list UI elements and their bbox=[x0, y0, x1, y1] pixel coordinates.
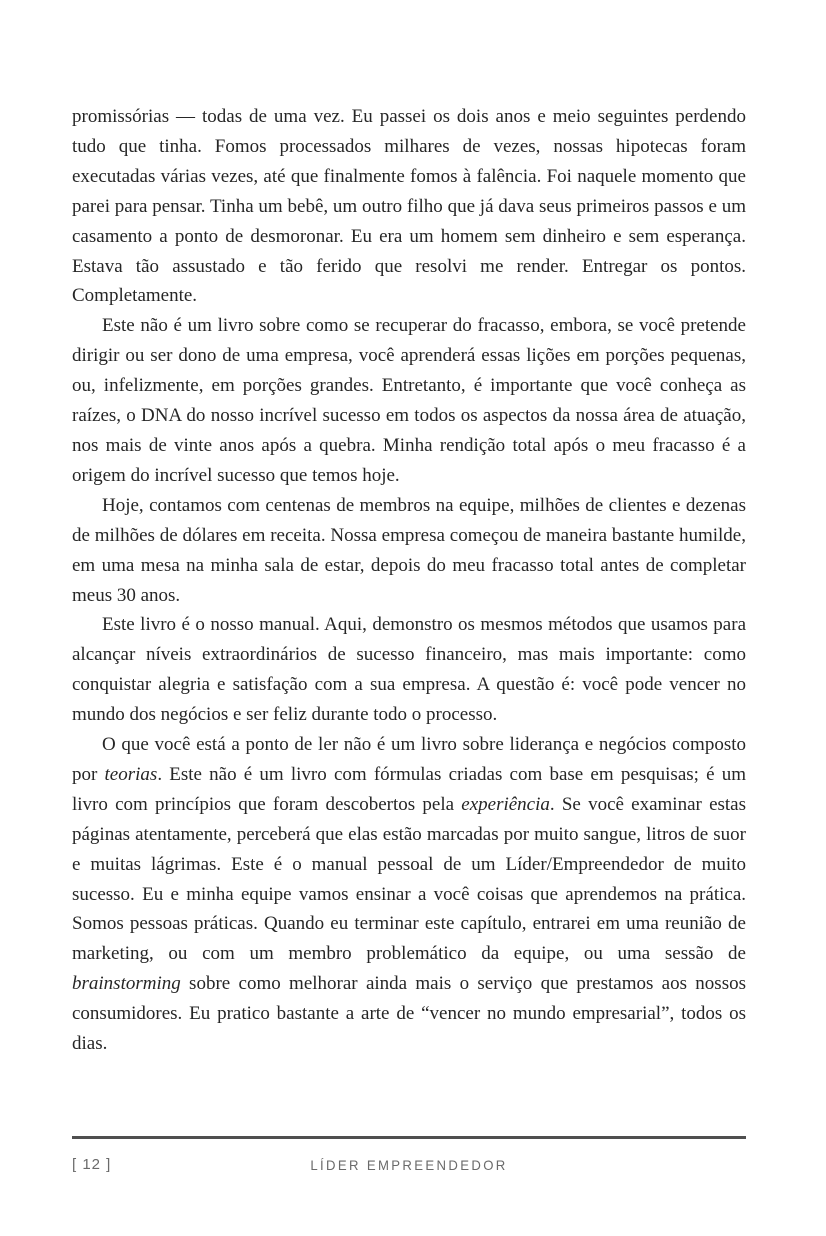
text-run: . Se você examinar estas páginas atentamente, perceberá que elas estão marcadas por muito sangue, litros de suor e muitas lágrimas. Este é o manual pessoal de um Líder/Empreendedor de muito sucesso. Eu e minha equipe vamos ensinar a você coisas que aprendemos na prática. Somos pessoas práticas. Quando eu terminar este capítulo, entrarei em uma reunião de marketing, ou com um membro problemático da equipe, ou uma sessão de bbox=[72, 793, 746, 965]
text-run: Este não é um livro sobre como se recuperar do fracasso, embora, se você pretende dirigir ou ser dono de uma empresa, você aprenderá essas lições em porções pequenas, ou, infelizmente, em porções grandes. Entretanto, é importante que você conheça as raízes, o DNA do nosso incrível sucesso em todos os aspectos da nossa área de atuação, nos mais de vinte anos após a quebra. Minha rendição total após o meu fracasso é a origem do incrível sucesso que temos hoje. bbox=[72, 315, 746, 486]
paragraph bbox=[72, 730, 746, 1059]
paragraph bbox=[72, 311, 746, 490]
text-run: promissórias — todas de uma vez. Eu passei os dois anos e meio seguintes perdendo tudo que tinha. Fomos processados milhares de vezes, nossas hipotecas foram executadas várias vezes, até que finalmente fomos à falência. Foi naquele momento que parei para pensar. Tinha um bebê, um outro filho que já dava seus primeiros passos e um casamento a ponto de desmoronar. Eu era um homem sem dinheiro e sem esperança. Estava tão assustado e tão ferido que resolvi me render. Entregar os pontos. Completamente. bbox=[72, 106, 746, 307]
italic-text-run: experiência bbox=[461, 793, 550, 815]
body-text bbox=[72, 102, 746, 1059]
italic-text-run: brainstorming bbox=[72, 973, 181, 995]
paragraph bbox=[72, 102, 746, 311]
paragraph bbox=[72, 610, 746, 730]
running-title: LÍDER EMPREENDEDOR bbox=[310, 1157, 508, 1173]
text-run: sobre como melhorar ainda mais o serviço que prestamos aos nossos consumidores. Eu pratico bastante a arte de “vencer no mundo empresarial”, todos os dias. bbox=[72, 973, 746, 1055]
text-run: . Este não é um livro com fórmulas criadas com base em pesquisas; é um livro com princípios que foram descobertos pela bbox=[72, 763, 747, 815]
page-number: [ 12 ] bbox=[72, 1156, 112, 1173]
italic-text-run: teorias bbox=[104, 763, 158, 785]
footer bbox=[72, 1156, 746, 1178]
text-run: Hoje, contamos com centenas de membros na equipe, milhões de clientes e dezenas de milhões de dólares em receita. Nossa empresa começou de maneira bastante humilde, em uma mesa na minha sala de estar, depois do meu fracasso total antes de completar meus 30 anos. bbox=[72, 494, 746, 606]
footer-rule bbox=[72, 1136, 746, 1139]
text-run: O que você está a ponto de ler não é um livro sobre liderança e negócios composto por bbox=[72, 734, 746, 785]
paragraph bbox=[72, 491, 746, 611]
text-run: Este livro é o nosso manual. Aqui, demonstro os mesmos métodos que usamos para alcançar níveis extraordinários de sucesso financeiro, mas mais importante: como conquistar alegria e satisfação com a sua empresa. A questão é: você pode vencer no mundo dos negócios e ser feliz durante todo o processo. bbox=[72, 614, 746, 726]
